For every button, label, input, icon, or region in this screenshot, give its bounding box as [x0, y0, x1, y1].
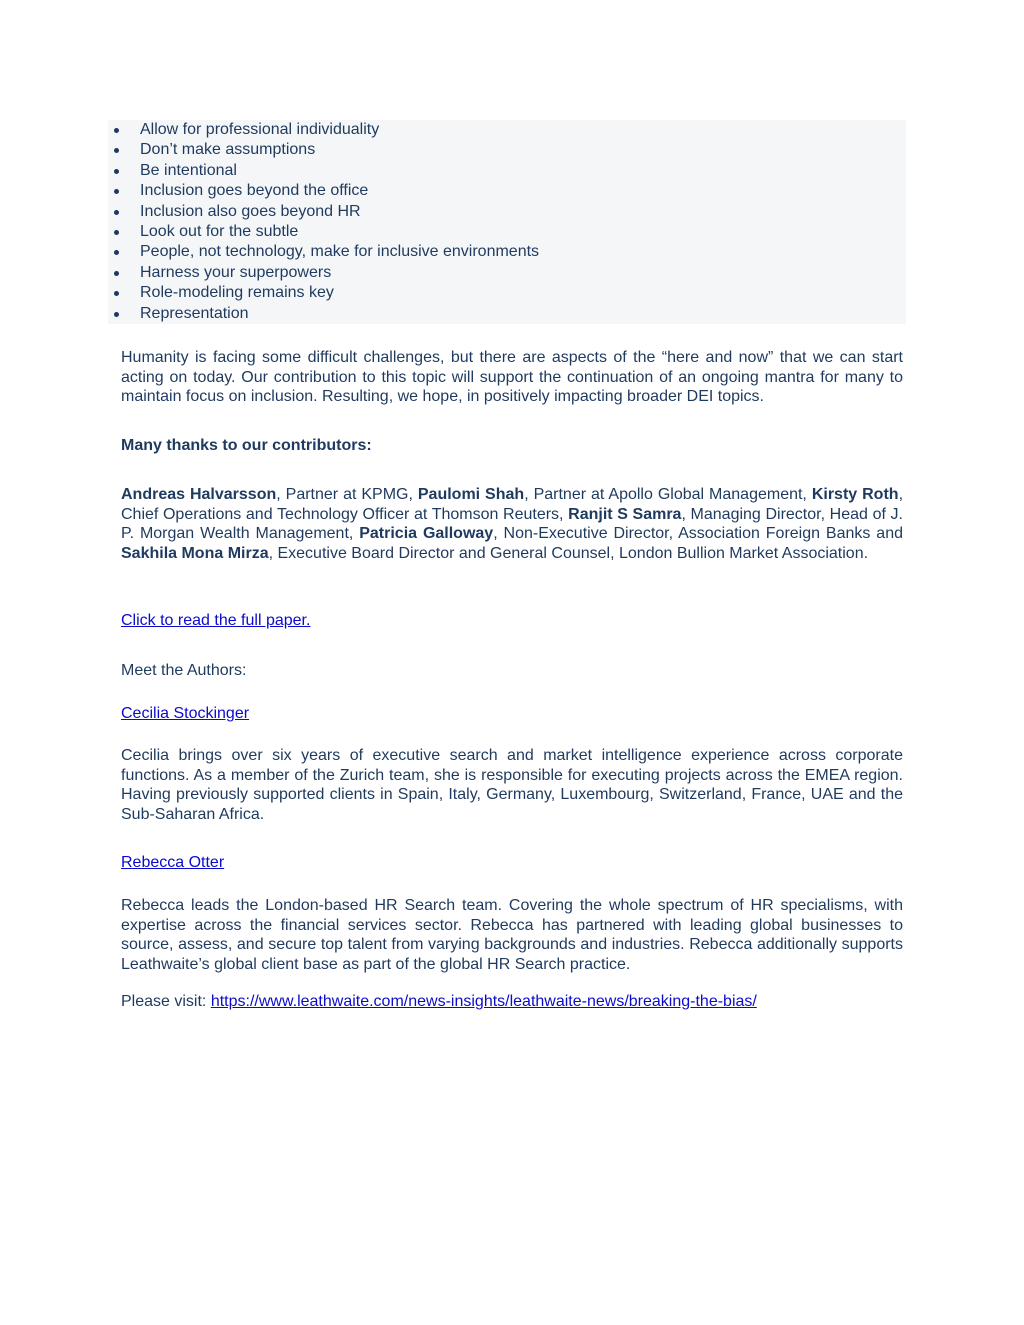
visit-line [121, 992, 903, 1012]
contributor-role: , Partner at Apollo Global Management, [524, 486, 812, 503]
author-1-bio: Cecilia brings over six years of executive search and market intelligence experience across corporate functions. As a member of the Zurich team, she is responsible for executing projects across the EMEA region. Having previously supported clients in Spain, Italy, Germany, Luxembourg, Switzerland, France, UAE and the Sub-Saharan Africa. [121, 747, 903, 823]
meet-authors-heading: Meet the Authors: [121, 662, 247, 679]
bullet-icon [114, 148, 119, 153]
contributor-name: Patricia Galloway [359, 525, 494, 542]
takeaways-list [108, 120, 906, 324]
bullet-icon [114, 250, 119, 255]
list-item: People, not technology, make for inclusive environments [108, 242, 906, 262]
bullet-icon [114, 271, 119, 276]
author-link-cecilia-stockinger[interactable]: Cecilia Stockinger [121, 705, 250, 722]
contributor-role: , Executive Board Director and General Counsel, London Bullion Market Association. [268, 544, 869, 562]
list-item: Inclusion goes beyond the office [108, 181, 906, 201]
bullet-icon [114, 291, 119, 296]
full-paper-link[interactable]: Click to read the full paper. [121, 612, 311, 629]
bullet-icon [114, 210, 119, 215]
list-item: Allow for professional individuality [108, 120, 906, 140]
contributor-name: Kirsty Roth [811, 486, 899, 503]
contributor-name: Ranjit S Samra [568, 505, 682, 523]
list-item: Role-modeling remains key [108, 283, 906, 303]
list-item: Representation [108, 304, 906, 324]
bullet-icon [114, 169, 119, 174]
contributor-role: , Non-Executive Director, Association Foreign Banks and [493, 525, 903, 542]
author-2-bio: Rebecca leads the London-based HR Search team. Covering the whole spectrum of HR specialisms, with expertise across the financial services sector. Rebecca has partnered with leading global businesses to source, assess, and secure top talent from varying backgrounds and industries. Rebecca additionally supports Leathwaite’s global client base as part of the global HR Search practice. [121, 897, 903, 973]
list-item: Be intentional [108, 161, 906, 181]
intro-paragraph: Humanity is facing some difficult challenges, but there are aspects of the “here and now” that we can start acting on today. Our contribution to this topic will support the continuation of an ongoing mantra for many to maintain focus on inclusion. Resulting, we hope, in positively impacting broader DEI topics. [121, 349, 903, 405]
contributors-paragraph [121, 485, 903, 563]
takeaways-box [108, 120, 906, 324]
author-1-row [121, 704, 903, 724]
list-item: Harness your superpowers [108, 263, 906, 283]
list-item: Look out for the subtle [108, 222, 906, 242]
visit-url-link[interactable]: https://www.leathwaite.com/news-insights/leathwaite-news/breaking-the-bias/ [210, 993, 757, 1010]
contributor-name: Andreas Halvarsson [121, 486, 277, 503]
visit-label: Please visit: [121, 993, 211, 1010]
list-item: Inclusion also goes beyond HR [108, 202, 906, 222]
bullet-icon [114, 189, 119, 194]
contributor-name: Paulomi Shah [417, 486, 525, 503]
bullet-icon [114, 312, 119, 317]
author-link-rebecca-otter[interactable]: Rebecca Otter [121, 854, 225, 871]
full-paper-row [121, 611, 903, 631]
contributor-role: , Managing Director, Head of J. P. Morgan Wealth Management, [121, 505, 903, 542]
contributor-role: , Chief Operations and Technology Officer at Thomson Reuters, [121, 486, 904, 523]
contributor-name: Sakhila Mona Mirza [121, 544, 269, 562]
contributor-role: , Partner at KPMG, [276, 486, 418, 503]
list-item: Don’t make assumptions [108, 140, 906, 160]
author-2-row [121, 853, 903, 873]
contributors-heading: Many thanks to our contributors: [121, 437, 372, 454]
bullet-icon [114, 230, 119, 235]
bullet-icon [114, 128, 119, 133]
